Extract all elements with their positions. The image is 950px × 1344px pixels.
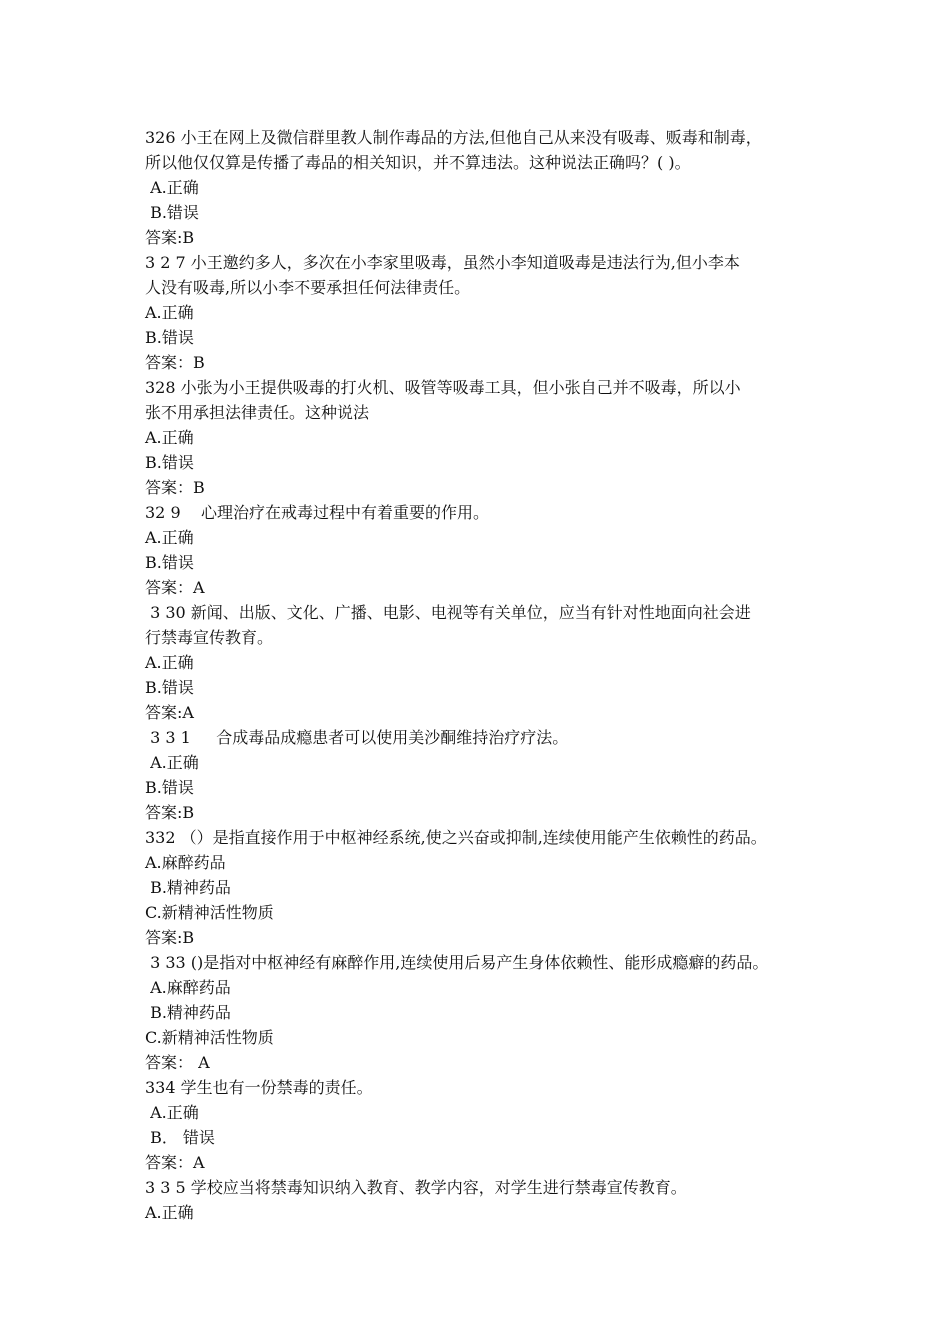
text-line: 3 33 ()是指对中枢神经有麻醉作用,连续使用后易产生身体依赖性、能形成瘾癖的药品。 [145, 953, 769, 972]
text-line: 332 （）是指直接作用于中枢神经系统,使之兴奋或抑制,连续使用能产生依赖性的药品。 [145, 828, 767, 847]
text-line: A.正确 [145, 303, 194, 322]
text-line: 答案:B [145, 928, 195, 947]
text-line: 所以他仅仅算是传播了毒品的相关知识，并不算违法。这种说法正确吗？( )。 [145, 153, 691, 172]
text-line: 334 学生也有一份禁毒的责任。 [145, 1078, 373, 1097]
text-line: 答案： A [145, 1053, 210, 1072]
text-line: B.精神药品 [145, 1003, 231, 1022]
text-line: A.正确 [145, 1103, 199, 1122]
text-line: 答案：A [145, 1153, 205, 1172]
text-line: 答案:A [145, 703, 194, 722]
text-line: 人没有吸毒,所以小李不要承担任何法律责任。 [145, 278, 471, 297]
text-line: 3 3 5 学校应当将禁毒知识纳入教育、教学内容，对学生进行禁毒宣传教育。 [145, 1178, 687, 1197]
text-line: 326 小王在网上及微信群里教人制作毒品的方法,但他自己从来没有吸毒、贩毒和制毒， [145, 128, 762, 147]
text-line: A.正确 [145, 1203, 194, 1222]
text-line: C.新精神活性物质 [145, 1028, 274, 1047]
text-line: B． 错误 [145, 1128, 215, 1147]
text-line: 32 9 心理治疗在戒毒过程中有着重要的作用。 [145, 503, 489, 522]
text-line: B.精神药品 [145, 878, 231, 897]
text-line: 328 小张为小王提供吸毒的打火机、吸管等吸毒工具，但小张自己并不吸毒，所以小 [145, 378, 741, 397]
text-line: C.新精神活性物质 [145, 903, 274, 922]
text-line: 张不用承担法律责任。这种说法 [145, 403, 370, 422]
text-line: 答案:B [145, 803, 195, 822]
text-line: B.错误 [145, 553, 194, 572]
document-body [145, 125, 825, 1225]
text-line: B.错误 [145, 778, 194, 797]
text-line: A.正确 [145, 428, 194, 447]
text-line: 行禁毒宣传教育。 [145, 628, 274, 647]
text-line: A.正确 [145, 178, 199, 197]
text-line: 答案：B [145, 353, 205, 372]
text-line: A.正确 [145, 528, 194, 547]
text-line: 答案：B [145, 478, 205, 497]
text-line: A.正确 [145, 653, 194, 672]
text-line: B.错误 [145, 453, 194, 472]
text-line: 3 2 7 小王邀约多人，多次在小李家里吸毒，虽然小李知道吸毒是违法行为,但小李本 [145, 253, 740, 272]
text-line: B.错误 [145, 678, 194, 697]
text-line: A.麻醉药品 [145, 978, 231, 997]
text-line: 答案:B [145, 228, 195, 247]
text-line: 答案：A [145, 578, 205, 597]
text-line: A.麻醉药品 [145, 853, 226, 872]
text-line: A.正确 [145, 753, 199, 772]
text-line: 3 3 1 合成毒品成瘾患者可以使用美沙酮维持治疗疗法。 [145, 728, 569, 747]
text-line: 3 30 新闻、出版、文化、广播、电影、电视等有关单位，应当有针对性地面向社会进 [145, 603, 751, 622]
text-line: B.错误 [145, 203, 199, 222]
text-line: B.错误 [145, 328, 194, 347]
